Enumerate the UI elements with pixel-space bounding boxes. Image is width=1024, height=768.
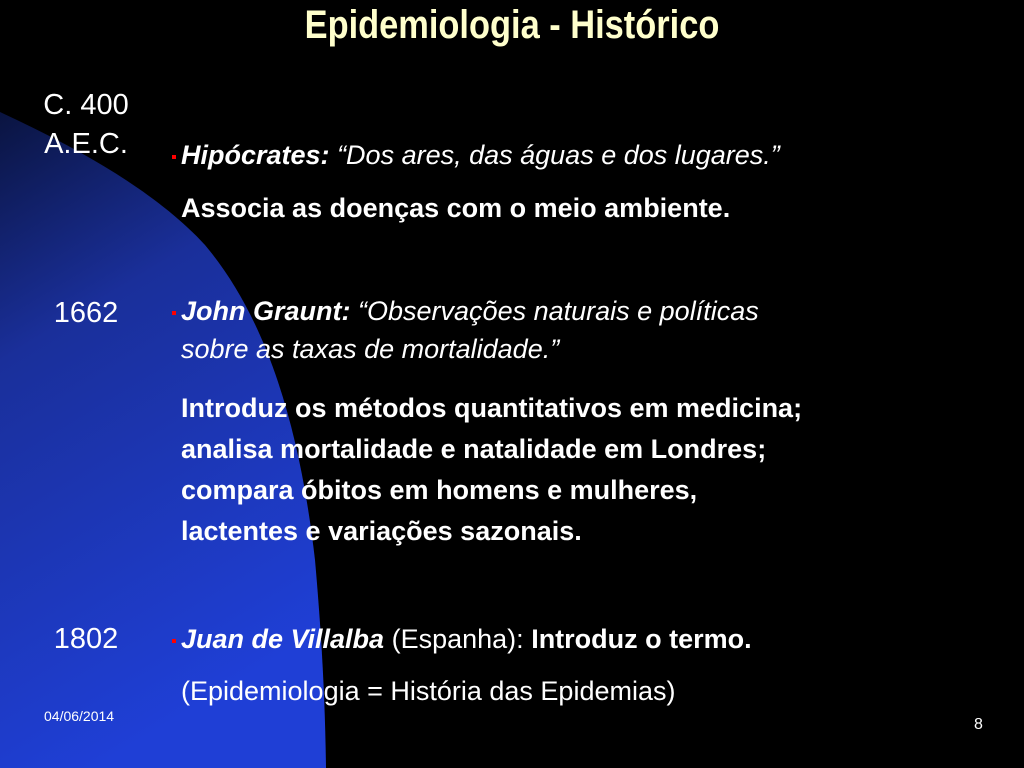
entry-country: (Espanha):	[391, 624, 524, 654]
entry-quote-line-1: “Observações naturais e políticas	[358, 296, 759, 326]
entry-hipocrates	[170, 136, 1010, 174]
date-label-c400	[0, 88, 172, 161]
page-number: 8	[974, 716, 983, 733]
entry-name: John Graunt:	[181, 296, 351, 326]
entry-name: Hipócrates:	[181, 140, 330, 170]
bullet-icon	[172, 311, 176, 315]
footer-date: 04/06/2014	[44, 708, 115, 724]
entry-detail-line-4: lactentes e variações sazonais.	[181, 516, 582, 546]
entry-detail-line-2: analisa mortalidade e natalidade em Londres;	[181, 434, 767, 464]
bullet-icon	[172, 639, 176, 643]
date-label-1802: 1802	[53, 623, 119, 655]
entry-detail-line-3: compara óbitos em homens e mulheres,	[181, 475, 698, 505]
entry-statement: Introduz o termo.	[531, 624, 752, 654]
bullet-icon	[172, 155, 176, 159]
entry-name: Juan de Villalba	[181, 624, 385, 654]
entry-quote: “Dos ares, das águas e dos lugares.”	[337, 140, 780, 170]
entry-detail	[181, 388, 1011, 552]
entry-detail: Associa as doenças com o meio ambiente.	[181, 193, 731, 223]
entry-graunt	[170, 292, 1010, 368]
entry-detail: (Epidemiologia = História das Epidemias)	[181, 676, 676, 706]
slide-title: Epidemiologia - Histórico	[304, 3, 720, 47]
date-label-1662: 1662	[53, 297, 119, 329]
entry-detail-line-1: Introduz os métodos quantitativos em medicina;	[181, 393, 803, 423]
entry-quote-line-2: sobre as taxas de mortalidade.”	[181, 334, 560, 364]
date-line-1: C. 400	[43, 89, 129, 121]
entry-villalba	[170, 620, 1010, 658]
date-line-2: A.E.C.	[44, 128, 128, 160]
